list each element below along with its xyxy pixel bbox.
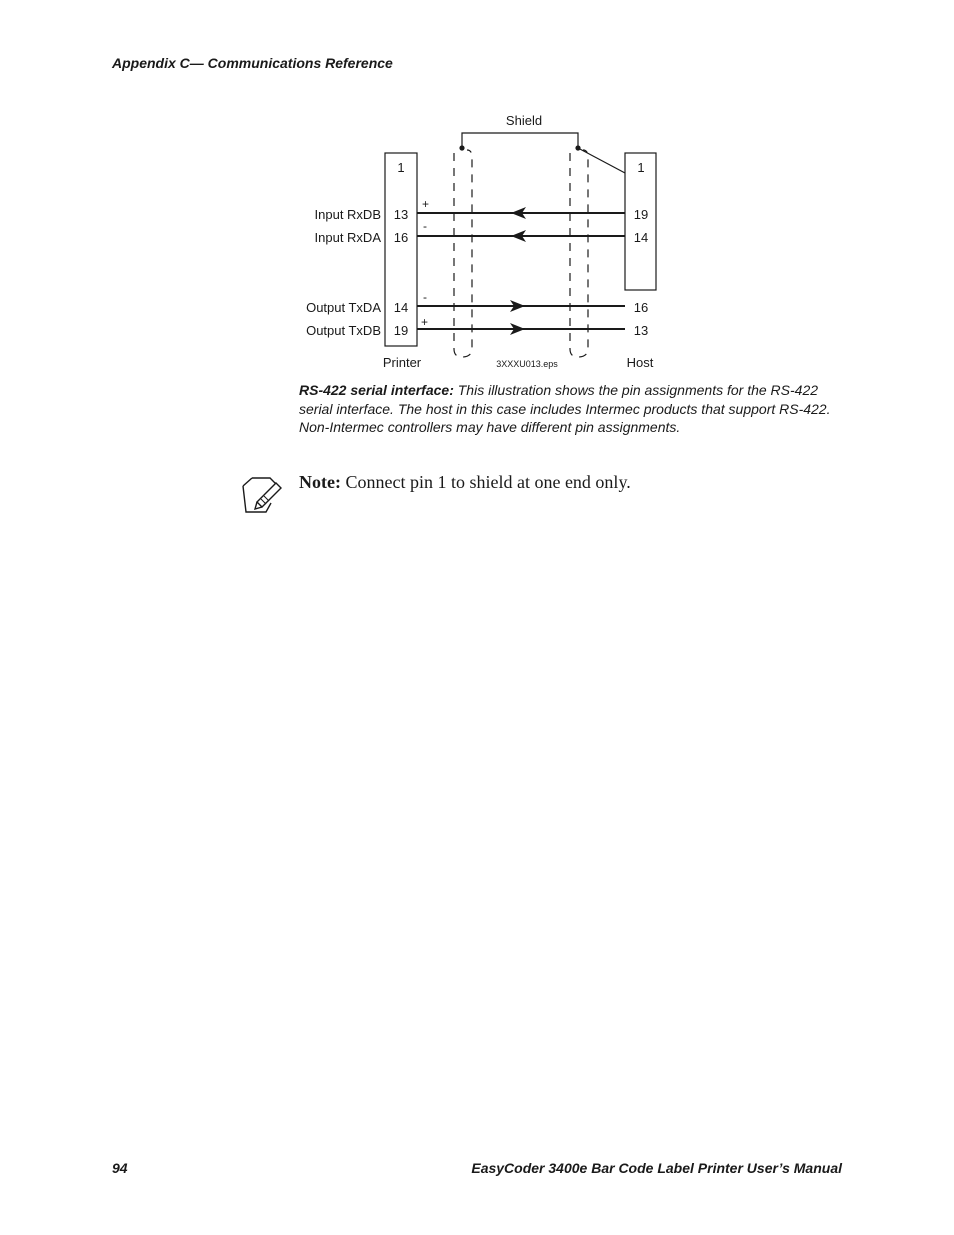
printer-label: Printer bbox=[382, 355, 422, 370]
shield-label: Shield bbox=[505, 113, 543, 128]
polarity-label: + bbox=[421, 315, 429, 329]
printer-pin: 14 bbox=[393, 300, 409, 315]
host-pin-1: 1 bbox=[637, 160, 645, 175]
shield-bracket bbox=[462, 133, 578, 148]
printer-connector bbox=[385, 153, 417, 346]
host-pin: 13 bbox=[633, 323, 649, 338]
shield-to-host-pin1 bbox=[578, 148, 625, 173]
shield-node-left bbox=[459, 145, 464, 150]
figure-caption bbox=[299, 381, 839, 437]
file-label: 3XXXU013.eps bbox=[496, 359, 558, 369]
note-label: Note: bbox=[299, 472, 341, 492]
caption-text: This illustration shows the pin assignments for the RS-422 serial interface. The host in this case includes Intermec products that support RS-422. Non-Intermec controllers may have different pin assignments. bbox=[299, 382, 831, 435]
page-header: Appendix C— Communications Reference bbox=[112, 55, 393, 71]
polarity-label: + bbox=[422, 197, 430, 211]
cable-left-shield bbox=[454, 150, 472, 357]
note-body: Connect pin 1 to shield at one end only. bbox=[340, 472, 631, 492]
host-pin: 14 bbox=[633, 230, 649, 245]
signal-label: Output TxDA bbox=[306, 300, 381, 315]
printer-pin: 13 bbox=[393, 207, 409, 222]
host-label: Host bbox=[626, 355, 654, 370]
host-pin: 19 bbox=[633, 207, 649, 222]
polarity-label: - bbox=[423, 290, 427, 304]
caption-title: RS-422 serial interface: bbox=[299, 382, 454, 398]
signal-label: Input RxDA bbox=[314, 230, 381, 245]
printer-pin: 16 bbox=[393, 230, 409, 245]
signal-label: Input RxDB bbox=[314, 207, 381, 222]
signal-label: Output TxDB bbox=[306, 323, 381, 338]
host-pin: 16 bbox=[633, 300, 649, 315]
rs422-wiring-diagram bbox=[290, 105, 830, 377]
manual-title: EasyCoder 3400e Bar Code Label Printer User’s Manual bbox=[471, 1160, 842, 1176]
page-number: 94 bbox=[112, 1160, 128, 1176]
pencil-note-icon bbox=[240, 472, 284, 514]
printer-pin-1: 1 bbox=[397, 160, 405, 175]
cable-right-shield bbox=[570, 150, 588, 357]
polarity-label: - bbox=[423, 219, 427, 233]
printer-pin: 19 bbox=[393, 323, 409, 338]
note-text bbox=[299, 472, 631, 493]
